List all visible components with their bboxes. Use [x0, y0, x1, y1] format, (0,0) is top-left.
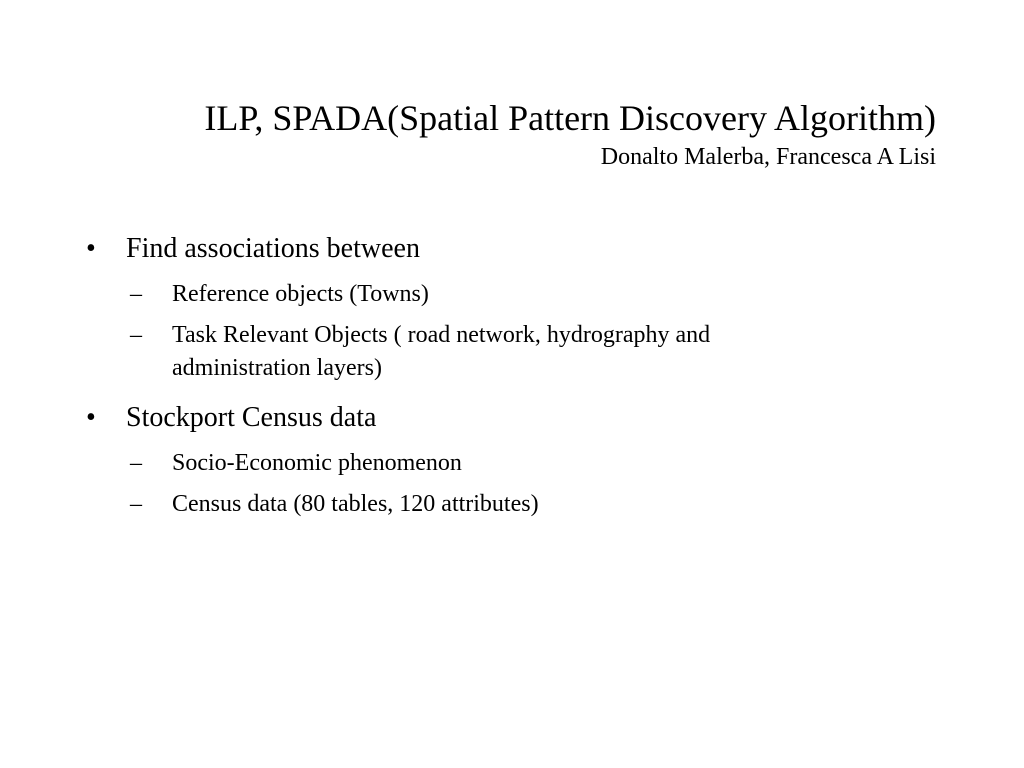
dash-icon: – — [130, 322, 142, 348]
bullet-text: Find associations between — [126, 233, 420, 264]
slide-title: ILP, SPADA(Spatial Pattern Discovery Algorithm) — [204, 98, 936, 138]
bullet-text: Stockport Census data — [126, 402, 377, 433]
sub-item — [86, 319, 846, 385]
sub-item — [86, 278, 846, 311]
sub-item — [86, 447, 846, 480]
sub-item — [86, 488, 846, 521]
sub-item-text: Reference objects (Towns) — [172, 281, 429, 307]
sub-item-text: Census data (80 tables, 120 attributes) — [172, 491, 539, 517]
sub-item-text: Socio-Economic phenomenon — [172, 450, 462, 476]
slide-subtitle: Donalto Malerba, Francesca A Lisi — [600, 144, 936, 170]
dash-icon: – — [130, 491, 142, 517]
sub-list — [86, 447, 846, 521]
bullet-item — [86, 399, 846, 437]
sub-item-text: Task Relevant Objects ( road network, hydrography and administration layers) — [172, 322, 711, 381]
dash-icon: – — [130, 450, 142, 476]
dash-icon: – — [130, 281, 142, 307]
sub-list — [86, 278, 846, 385]
bullet-icon: • — [86, 233, 96, 264]
bullet-icon: • — [86, 402, 96, 433]
bullet-list — [86, 230, 846, 535]
bullet-item — [86, 230, 846, 268]
title-block — [56, 96, 936, 172]
